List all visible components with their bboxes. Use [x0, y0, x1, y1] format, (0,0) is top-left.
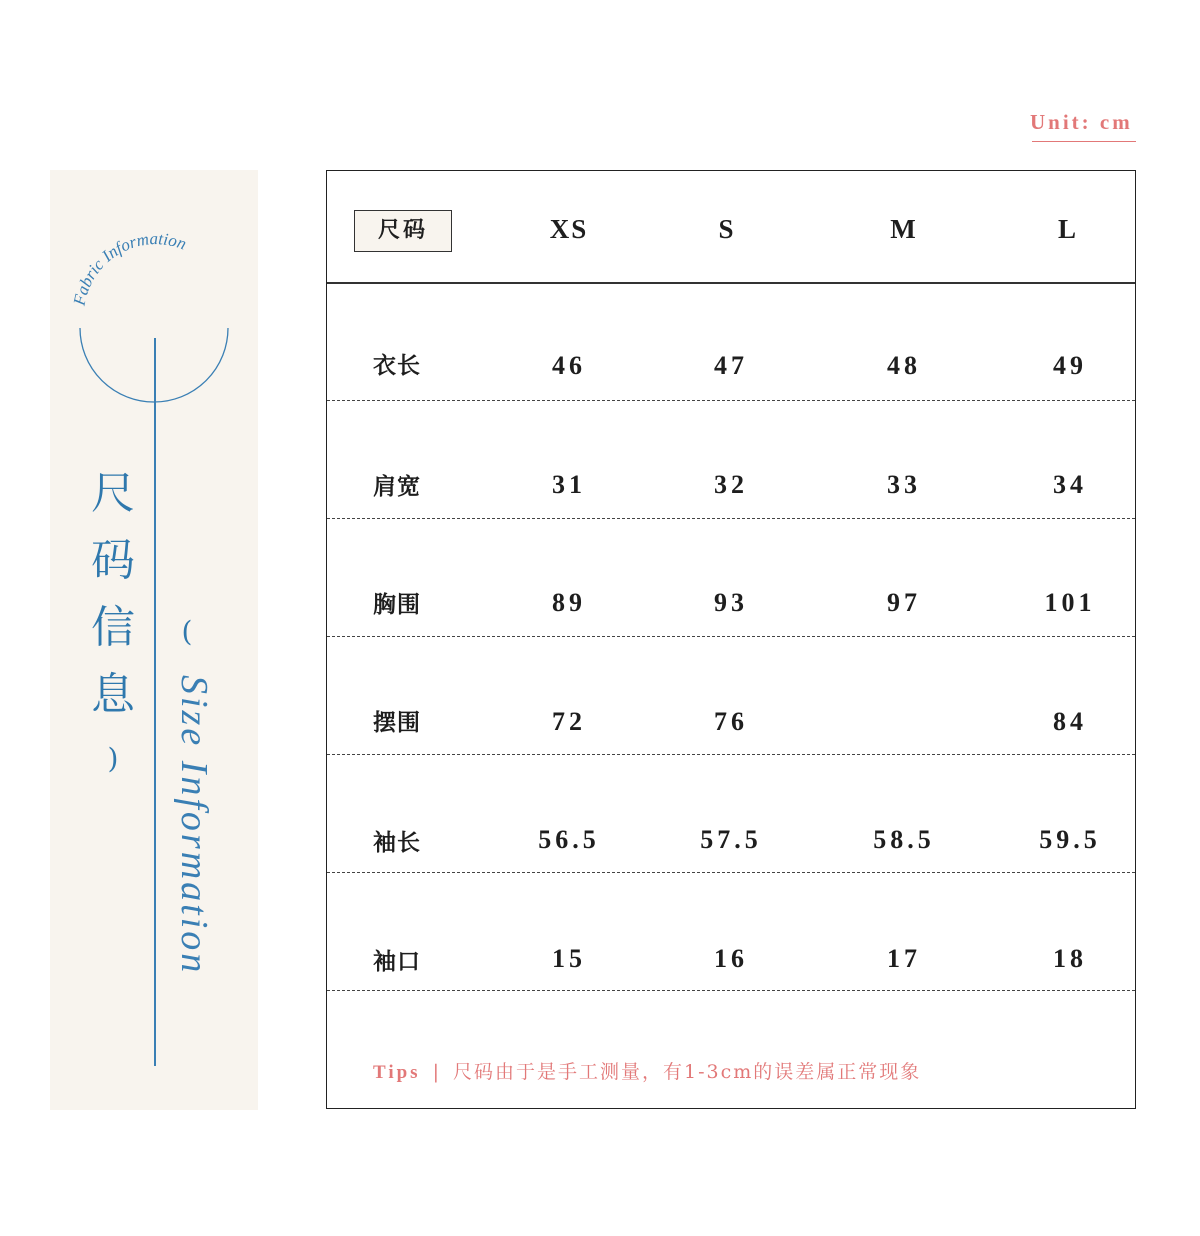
table-cell: 56.5: [538, 825, 600, 854]
table-cell: 16: [714, 944, 748, 973]
unit-underline: [1032, 141, 1136, 142]
table-cell: 59.5: [1039, 825, 1101, 854]
table-cell: 17: [887, 944, 921, 973]
header-divider: [327, 282, 1135, 284]
row-divider: [327, 636, 1135, 637]
side-title: [88, 460, 138, 728]
row-label: 袖口: [373, 948, 421, 975]
table-cell: 46: [552, 351, 586, 380]
row-divider: [327, 400, 1135, 401]
tips-lead: Tips: [373, 1062, 421, 1083]
row-divider: [327, 518, 1135, 519]
table-cell: 32: [714, 470, 748, 499]
side-title-char: 码: [91, 535, 135, 586]
table-cell: 18: [1053, 944, 1087, 973]
side-subtitle: Size Information: [173, 675, 215, 976]
size-header: M: [890, 214, 918, 244]
table-cell: 89: [552, 588, 586, 617]
table-cell: 76: [714, 707, 748, 736]
size-header: XS: [549, 214, 589, 244]
side-title-char: 尺: [91, 468, 135, 519]
table-cell: 31: [552, 470, 586, 499]
side-panel: [50, 170, 258, 1110]
table-cell: 47: [714, 351, 748, 380]
table-cell: 72: [552, 707, 586, 736]
side-paren-close: ): [107, 742, 119, 775]
row-divider: [327, 872, 1135, 873]
tips-separator: |: [432, 1061, 441, 1083]
row-label: 衣长: [373, 352, 421, 379]
table-cell: 58.5: [873, 825, 935, 854]
table-cell: 57.5: [700, 825, 762, 854]
table-cell: 97: [887, 588, 921, 617]
row-label: 袖长: [373, 829, 421, 856]
table-cell: 101: [1044, 588, 1096, 617]
size-table: [326, 170, 1136, 1109]
table-cell: 49: [1053, 351, 1087, 380]
side-title-char: 息: [91, 669, 135, 720]
row-divider: [327, 990, 1135, 991]
size-header: S: [718, 214, 736, 244]
row-label: 摆围: [373, 709, 421, 736]
arc-text: Fabric Information: [69, 229, 189, 308]
side-title-char: 信: [91, 602, 135, 653]
side-vertical-line: [154, 338, 156, 1066]
tips-text: 尺码由于是手工测量，有1-3cm的误差属正常现象: [452, 1061, 922, 1083]
row-label: 胸围: [373, 591, 421, 618]
size-corner-label: 尺码: [354, 210, 452, 252]
row-label: 肩宽: [373, 473, 421, 500]
table-cell: 93: [714, 588, 748, 617]
table-cell: 84: [1053, 707, 1087, 736]
table-cell: 33: [887, 470, 921, 499]
table-cell: 15: [552, 944, 586, 973]
row-divider: [327, 754, 1135, 755]
table-cell: 48: [887, 351, 921, 380]
table-cell: 34: [1053, 470, 1087, 499]
tips-note: [373, 1057, 921, 1084]
side-paren-open: (: [181, 615, 193, 648]
size-header: L: [1057, 214, 1078, 244]
unit-label: Unit: cm: [1030, 110, 1133, 134]
